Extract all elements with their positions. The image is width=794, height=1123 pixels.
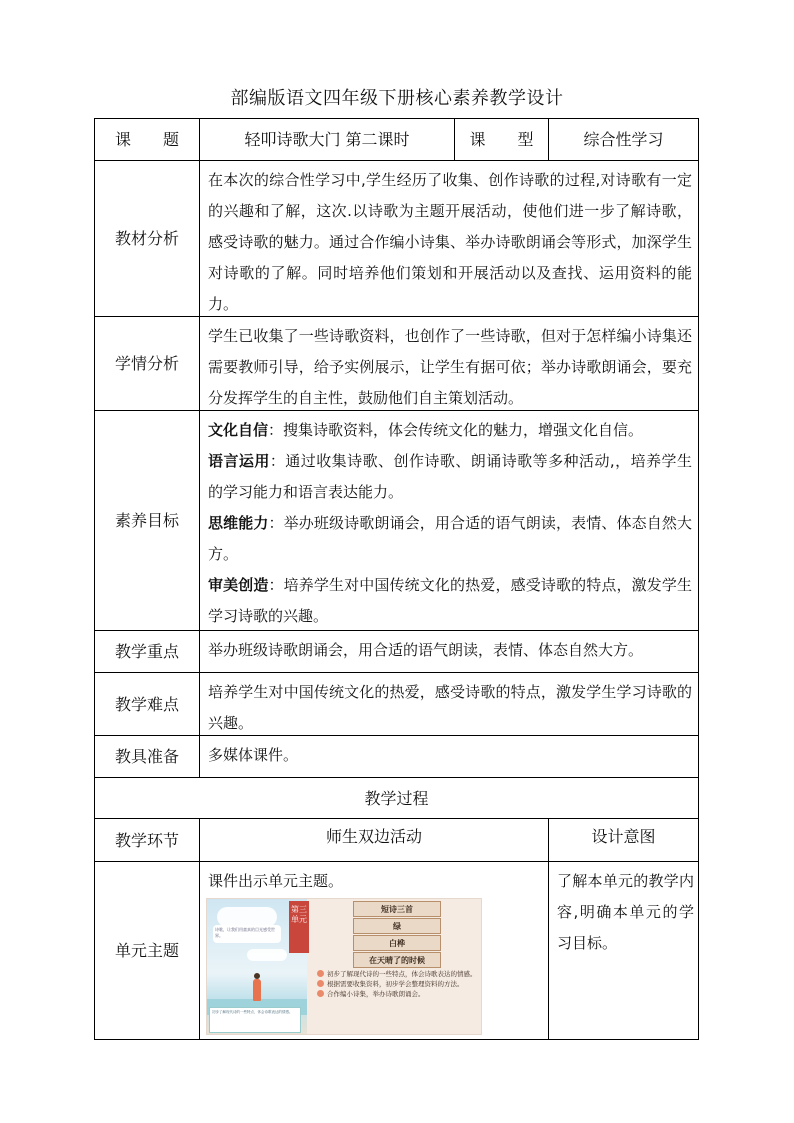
bullet-icon [317,980,324,987]
material-text: 在本次的综合性学习中,学生经历了收集、创作诗歌的过程,对诗歌有一定的兴趣和了解，这次.以诗歌为主题开展活动，使他们进一步了解诗歌，感受诗歌的魅力。通过合作编小诗集、举办诗歌朗诵会等形式，加深学生对诗歌的了解。同时培养他们策划和开展活动以及查找、运用资料的能力。 [208,171,692,313]
slide-poem-3: 白桦 [353,935,441,951]
slide-goal-2: 根据需要收集资料，初步学会整理资料的方法。 [317,979,477,989]
goal-language: 语言运用：通过收集诗歌、创作诗歌、朗诵诗歌等多种活动,，培养学生的学习能力和语言表达能力。 [208,452,692,501]
literacy-goals [200,411,698,630]
topic-label: 课 题 [114,130,179,149]
slide-poem-2: 绿 [353,918,441,934]
tools-text: 多媒体课件。 [208,746,299,764]
topic-value: 轻叩诗歌大门 第二课时 [244,130,410,149]
slide-bubble: 诗歌，让我们用童真的目光感受世界。 [213,925,281,943]
difficulty-text: 培养学生对中国传统文化的热爱，感受诗歌的特点，激发学生学习诗歌的兴趣。 [208,683,692,732]
unit-slide-image [206,898,482,1035]
type-value: 综合性学习 [583,130,664,149]
bullet-icon [317,970,324,977]
col-activity: 师生双边活动 [325,827,422,846]
unit-stage: 单元主题 [114,941,179,960]
difficulty-label: 教学难点 [114,694,179,714]
slide-poem-1: 短诗三首 [353,901,441,917]
unit-intent: 了解本单元的教学内容,明确本单元的学习目标。 [557,872,694,952]
cloud-icon [247,949,287,961]
type-label: 课 型 [469,130,534,149]
goal-culture: 文化自信：搜集诗歌资料，体会传统文化的魅力，增强文化自信。 [208,421,644,439]
key-text: 举办班级诗歌朗诵会，用合适的语气朗读，表情、体态自然大方。 [208,641,644,659]
tools-label: 教具准备 [114,747,179,766]
process-heading: 教学过程 [364,788,429,808]
learner-text: 学生已收集了一些诗歌资料，也创作了一些诗歌，但对于怎样编小诗集还需要教师引导，给予实例展示，让学生有据可依；举办诗歌朗诵会，要充分发挥学生的自主性，鼓励他们自主策划活动。 [208,327,692,407]
document-title: 部编版语文四年级下册核心素养教学设计 [230,88,564,109]
learner-label: 学情分析 [114,354,179,373]
bullet-icon [317,990,324,997]
col-stage: 教学环节 [114,830,179,850]
col-intent: 设计意图 [591,827,656,846]
slide-goals [317,969,477,999]
slide-unit-tag: 第三单元 [289,901,309,953]
unit-activity: 课件出示单元主题。 [208,872,344,890]
slide-poem-4: 在天晴了的时候 [353,952,441,968]
girl-figure-icon [253,979,261,1001]
material-label: 教材分析 [114,229,179,248]
goal-aesthetic: 审美创造：培养学生对中国传统文化的热爱，感受诗歌的特点，激发学生学习诗歌的兴趣。 [208,576,692,625]
slide-goal-3: 合作编小诗集，举办诗歌朗诵会。 [317,989,477,999]
cloud-icon [217,907,277,927]
goal-thinking: 思维能力：举办班级诗歌朗诵会，用合适的语气朗读，表情、体态自然大方。 [208,514,692,563]
slide-goal-1: 初步了解现代诗的一些特点，体会诗歌表达的情感。 [317,969,477,979]
slide-note: 初步了解现代诗的一些特点，体会诗歌表达的情感。 [209,1007,301,1033]
literacy-label: 素养目标 [114,511,179,530]
key-label: 教学重点 [114,642,179,661]
